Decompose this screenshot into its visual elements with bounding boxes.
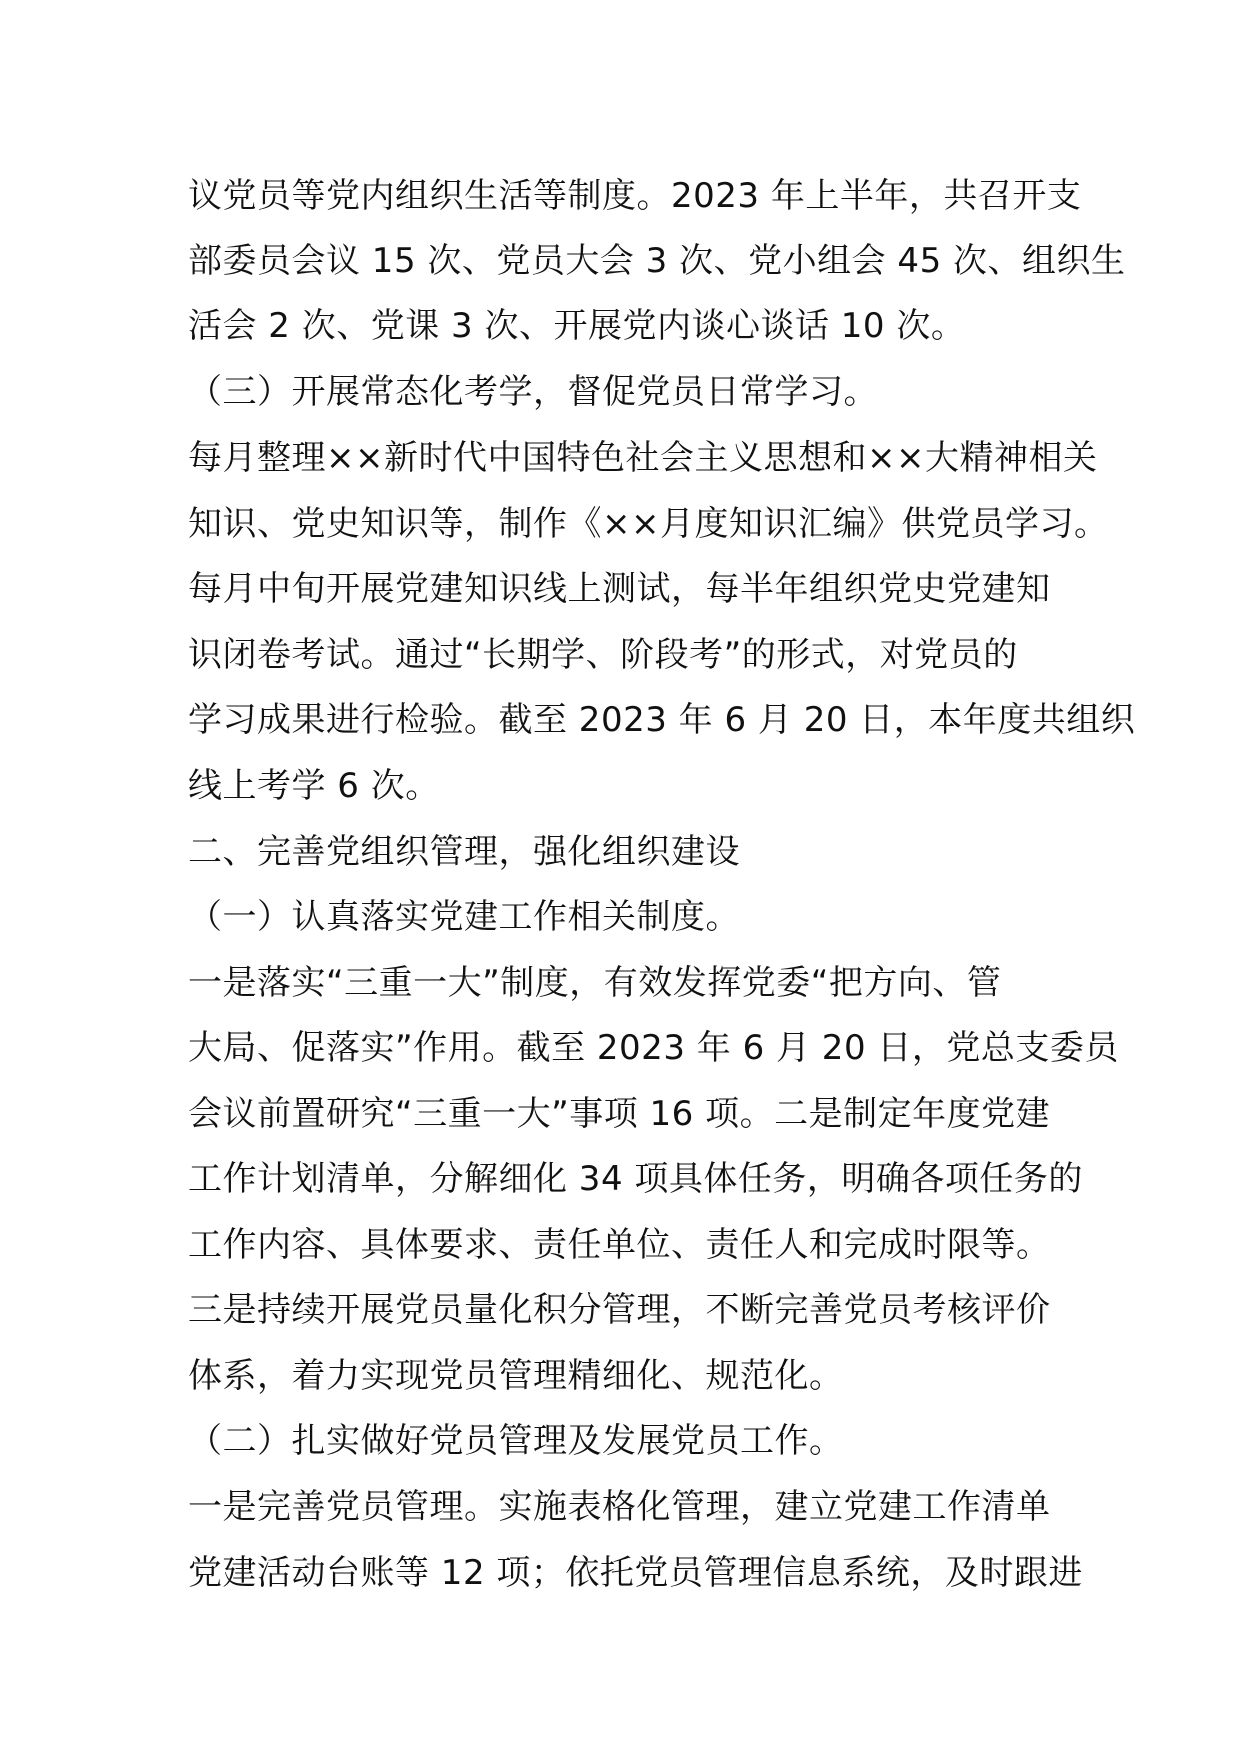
- body-text-line: 体系，着力实现党员管理精细化、规范化。: [188, 1356, 844, 1396]
- body-text-line: 会议前置研究“三重一大”事项 16 项。二是制定年度党建: [188, 1094, 1051, 1134]
- body-text-line: 工作计划清单，分解细化 34 项具体任务，明确各项任务的: [188, 1159, 1083, 1199]
- body-text-line: 一是完善党员管理。实施表格化管理，建立党建工作清单: [188, 1487, 1051, 1527]
- body-text-line: 大局、促落实”作用。截至 2023 年 6 月 20 日，党总支委员: [188, 1028, 1119, 1068]
- body-text-line: 活会 2 次、党课 3 次、开展党内谈心谈话 10 次。: [188, 306, 966, 346]
- body-text-line: 党建活动台账等 12 项；依托党员管理信息系统，及时跟进: [188, 1553, 1083, 1593]
- body-text-line: 三是持续开展党员量化积分管理，不断完善党员考核评价: [188, 1290, 1051, 1330]
- body-text-line: 一是落实“三重一大”制度，有效发挥党委“把方向、管: [188, 963, 1002, 1003]
- body-text-line: 识闭卷考试。通过“长期学、阶段考”的形式，对党员的: [188, 635, 1018, 675]
- body-text-line: 工作内容、具体要求、责任单位、责任人和完成时限等。: [188, 1225, 1051, 1265]
- section-heading: 二、完善党组织管理，强化组织建设: [188, 832, 740, 872]
- body-text-line: 知识、党史知识等，制作《××月度知识汇编》供党员学习。: [188, 504, 1109, 544]
- body-text-line: 议党员等党内组织生活等制度。2023 年上半年，共召开支: [188, 176, 1082, 216]
- subsection-heading: （一）认真落实党建工作相关制度。: [188, 897, 740, 937]
- body-text-line: 部委员会议 15 次、党员大会 3 次、党小组会 45 次、组织生: [188, 241, 1126, 281]
- subsection-heading: （三）开展常态化考学，督促党员日常学习。: [188, 372, 878, 412]
- body-text-line: 每月整理××新时代中国特色社会主义思想和××大精神相关: [188, 438, 1098, 478]
- body-text-line: 学习成果进行检验。截至 2023 年 6 月 20 日，本年度共组织: [188, 700, 1136, 740]
- subsection-heading: （二）扎实做好党员管理及发展党员工作。: [188, 1421, 844, 1461]
- body-text-line: 线上考学 6 次。: [188, 766, 440, 806]
- body-text-line: 每月中旬开展党建知识线上测试，每半年组织党史党建知: [188, 569, 1051, 609]
